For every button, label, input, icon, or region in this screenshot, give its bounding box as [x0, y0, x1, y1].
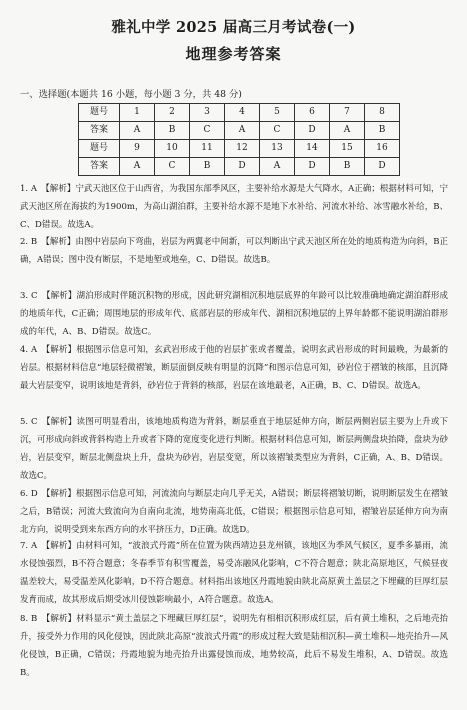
answer-cell: A — [330, 122, 365, 140]
question-number-cell: 3 — [190, 104, 225, 122]
question-number-cell: 16 — [365, 140, 400, 158]
question-number-row — [79, 104, 400, 122]
explanation-paragraph: 6. D 【解析】根据图示信息可知，河流流向与断层走向几乎无关，A错误；断层将褶皱切断，说明断层发生在褶皱之后，B错误；河流大致流向为自南向北流，地势南高北低，C错误；根据图示信息可知，褶皱岩层延伸方向为南北方向，说明受到来东西方向的水平挤压力，D正确。故选D。 — [20, 489, 448, 535]
question-number-cell: 14 — [295, 140, 330, 158]
question-number-cell: 5 — [260, 104, 295, 122]
question-number-cell: 13 — [260, 140, 295, 158]
question-number-row — [79, 140, 400, 158]
question-number-cell: 6 — [295, 104, 330, 122]
answer-row — [79, 122, 400, 140]
answer-cell: A — [225, 122, 260, 140]
explanation-paragraph: 3. C 【解析】湖泊形成时伴随沉积物的形成，因此研究湖相沉积地层底界的年龄可以比较准确地确定湖泊群形成的地质年代，C正确；周围地层的形成年代、底部岩层的形成年代、湖相沉积地层的上界年龄都不能说明湖泊群形成的年代，A、B、D错误。故选C。 — [20, 291, 448, 337]
explanation-paragraph: 8. B 【解析】材料显示“黄土盖层之下埋藏巨厚红层”，说明先有相相沉积形成红层，后有黄土堆积，之后地壳抬升，接受外力作用的风化侵蚀，因此陕北高原“波浪式丹霞”的形成过程大致是陆相沉积—黄土堆积—地壳抬升—风化侵蚀，B正确，C错误；丹霞地貌为地壳抬升出露侵蚀而成，地势较高，此后不易发生堆积，A、D错误。故选B。 — [20, 614, 448, 678]
answer-cell: C — [155, 158, 190, 176]
answer-cell: B — [155, 122, 190, 140]
answer-cell: B — [365, 122, 400, 140]
answer-cell: A — [120, 158, 155, 176]
question-number-cell: 2 — [155, 104, 190, 122]
answer-cell: B — [190, 158, 225, 176]
answer-cell: A — [120, 122, 155, 140]
answer-cell: D — [365, 158, 400, 176]
question-number-cell: 9 — [120, 140, 155, 158]
row-label-question: 题号 — [79, 140, 120, 158]
question-number-cell: 1 — [120, 104, 155, 122]
answer-table — [78, 103, 400, 176]
section-heading: 一、选择题(本题共 16 小题，每小题 3 分，共 48 分) — [20, 89, 242, 100]
question-number-cell: 8 — [365, 104, 400, 122]
explanation-paragraph: 5. C 【解析】读图可明显看出，该地地质构造为背斜，断层垂直于地层延伸方向，断层两侧岩层主要为上升或下沉，可形成向斜或背斜构造上升或者下降的宽度变化进行判断。根据材料信息可知，断层两侧盘块抬降，盘块为砂岩，岩层变窄，断层北侧盘块上升，盘块为砂岩，岩层变宽，所以该褶皱类型应为背斜，C正确，A、B、D错误。故选C。 — [20, 417, 448, 481]
explanation-paragraph: 2. B 【解析】由图中岩层向下弯曲，岩层为两翼老中间新，可以判断出宁武天池区所在处的地质构造为向斜，B正确，A错误；图中没有断层，不是地堑或地垒，C、D错误。故选B。 — [20, 237, 448, 265]
answer-row — [79, 158, 400, 176]
row-label-answer: 答案 — [79, 122, 120, 140]
exam-title: 雅礼中学 2025 届高三月考试卷(一) — [111, 19, 356, 36]
answer-cell: D — [295, 158, 330, 176]
answer-cell: C — [260, 122, 295, 140]
explanation-paragraph: 1. A 【解析】宁武天池区位于山西省，为我国东部季风区，主要补给水源是大气降水，A正确；根据材料可知，宁武天池区所在海拔约为1900m，为高山湖泊群，主要补给水源不是地下水补给、河流水补给、冰雪融水补给，B、C、D错误。故选A。 — [20, 184, 448, 230]
answer-cell: D — [225, 158, 260, 176]
question-number-cell: 10 — [155, 140, 190, 158]
question-number-cell: 12 — [225, 140, 260, 158]
answer-cell: B — [330, 158, 365, 176]
question-number-cell: 7 — [330, 104, 365, 122]
explanation-paragraph: 7. A 【解析】由材料可知，“波浪式丹霞”所在位置为陕西靖边县龙州镇，该地区为季风气候区，夏季多暴雨，流水侵蚀强烈，B不符合题意；冬春季节有积雪覆盖，易受冻融风化影响，C不符合题意；陕北高原地区，气候昼夜温差较大，易受温差风化影响，D不符合题意。材料指出该地区丹霞地貌由陕北高原黄土盖层之下埋藏的巨厚红层发育而成，故其形成后期受冰川侵蚀影响最小，A符合题意。故选A。 — [20, 541, 448, 605]
answer-cell: C — [190, 122, 225, 140]
explanation-paragraph: 4. A 【解析】根据图示信息可知，玄武岩形成于他的岩层扩张或者覆盖，说明玄武岩形成的时间最晚，为最新的岩层。根据材料信息“地层轻微褶皱，断层面倒反映有明显的沉降”和图示信息可知，砂岩位于褶皱的核部，且沉降最大岩层变窄，说明该地是背斜，砂岩位于背斜的核部，岩层在该地最老，A正确，B、C、D错误。故选A。 — [20, 345, 448, 391]
question-number-cell: 15 — [330, 140, 365, 158]
row-label-question: 题号 — [79, 104, 120, 122]
question-number-cell: 11 — [190, 140, 225, 158]
answer-cell: A — [260, 158, 295, 176]
answer-key-subtitle: 地理参考答案 — [185, 45, 282, 63]
question-number-cell: 4 — [225, 104, 260, 122]
answer-cell: D — [295, 122, 330, 140]
row-label-answer: 答案 — [79, 158, 120, 176]
